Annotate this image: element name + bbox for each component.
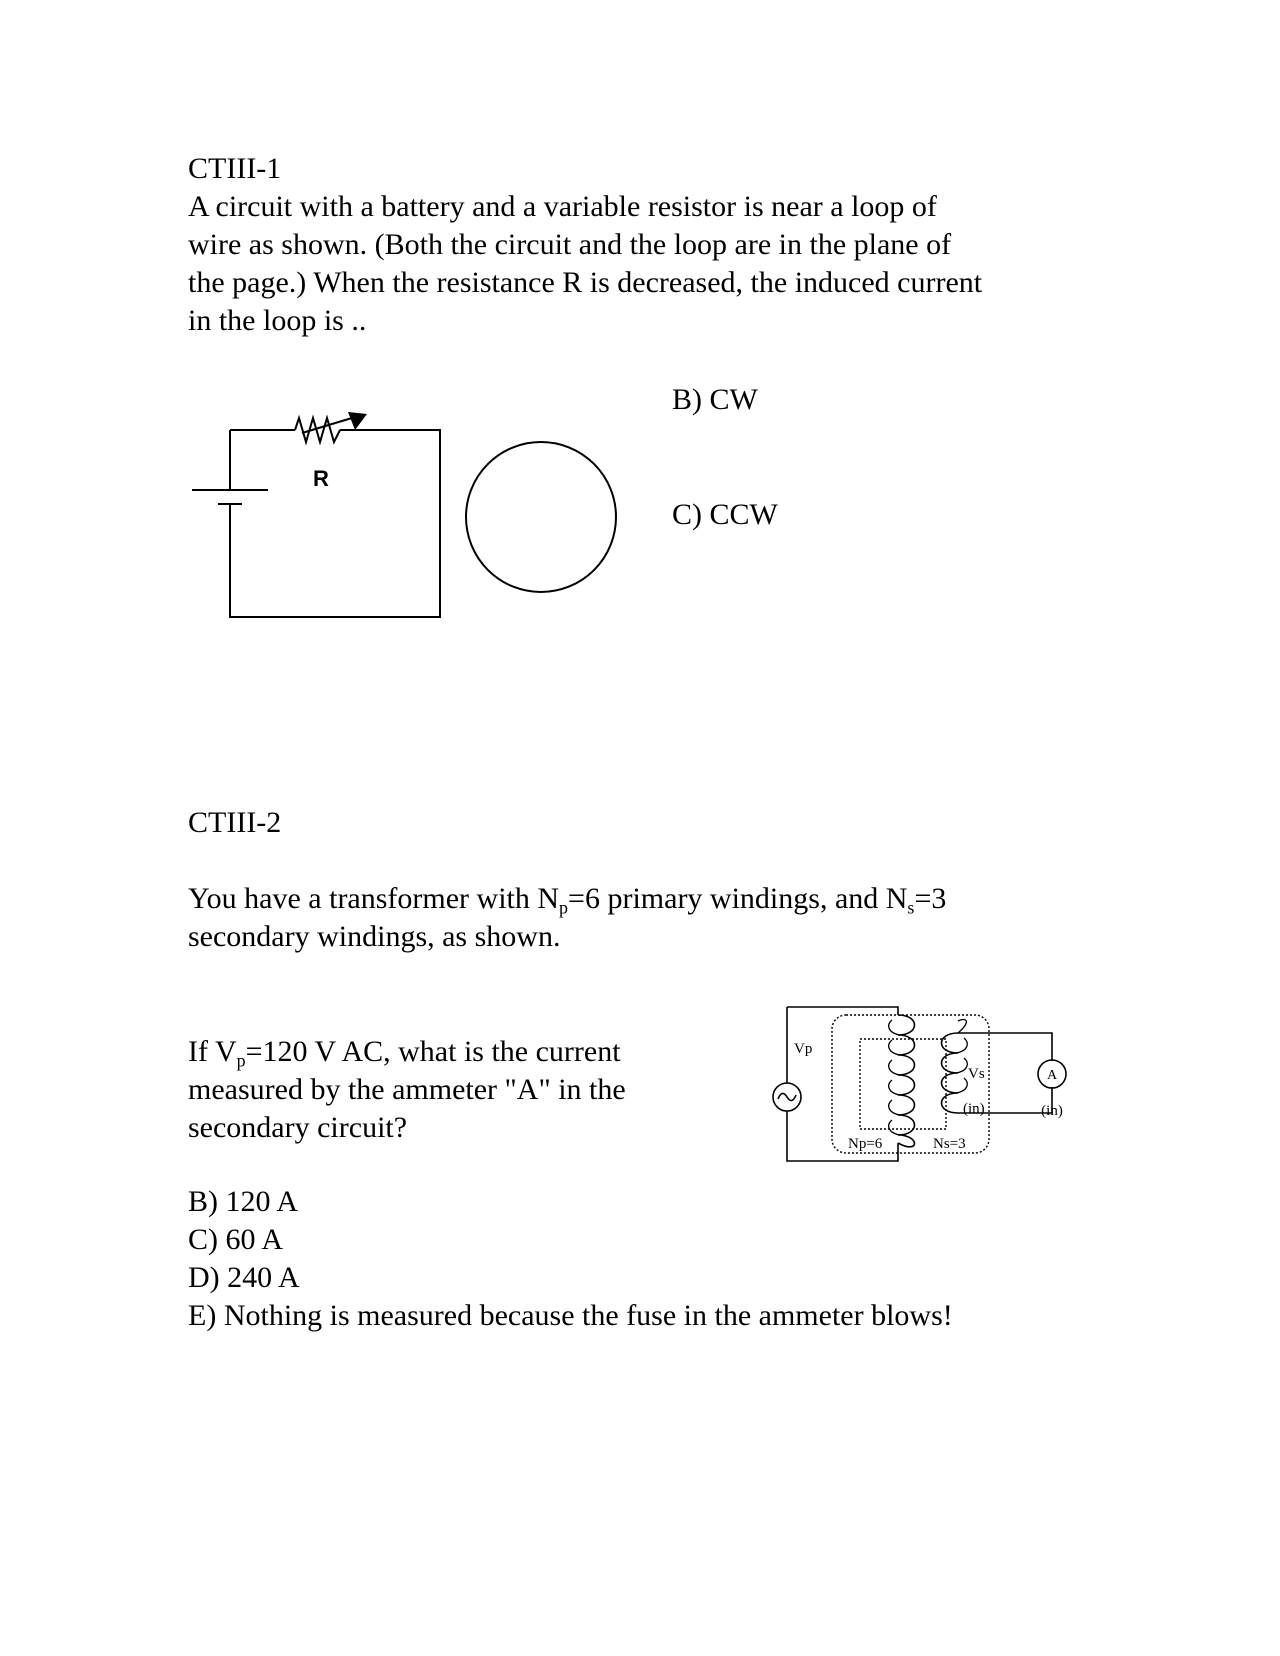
q1-option-b: B) CW — [672, 383, 758, 416]
q1-option-c: C) CCW — [672, 498, 778, 531]
q2-option-b: B) 120 A — [188, 1185, 299, 1218]
q1-text-line-2: wire as shown. (Both the circuit and the loop are in the plane of — [188, 228, 952, 261]
circuit-wire-loop — [230, 430, 440, 617]
secondary-coil-icon — [942, 1033, 959, 1113]
primary-coil-icon — [898, 1015, 915, 1147]
circuit-diagram — [180, 400, 630, 630]
q2-question-line-2: measured by the ammeter "A" in the — [188, 1073, 626, 1106]
np-label: Np=6 — [848, 1136, 883, 1152]
q1-text-line-1: A circuit with a battery and a variable resistor is near a loop of — [188, 190, 937, 223]
resistor-arrow-head-icon — [348, 412, 367, 430]
q2-option-d: D) 240 A — [188, 1261, 300, 1294]
wire-loop-circle — [466, 442, 616, 592]
primary-coil-turns — [889, 1020, 900, 1135]
transformer-diagram — [760, 995, 1090, 1170]
ns-label: Ns=3 — [933, 1136, 966, 1152]
variable-resistor-icon — [295, 418, 340, 442]
ac-sine-icon — [778, 1093, 796, 1100]
resistor-label: R — [313, 466, 329, 491]
secondary-coil-turns — [956, 1020, 967, 1094]
q2-option-c: C) 60 A — [188, 1223, 284, 1256]
primary-wire-top — [787, 1007, 898, 1015]
q2-option-e: E) Nothing is measured because the fuse in the ammeter blows! — [188, 1299, 953, 1332]
q2-intro-line-2: secondary windings, as shown. — [188, 920, 561, 953]
q2-title: CTIII-2 — [188, 806, 282, 839]
q1-text-line-4: in the loop is .. — [188, 304, 367, 337]
ammeter-in-label: (in) — [1041, 1103, 1063, 1119]
vs-label: Vs — [968, 1066, 985, 1082]
q1-text-line-3: the page.) When the resistance R is decreased, the induced current — [188, 266, 983, 299]
q1-title: CTIII-1 — [188, 152, 282, 185]
q2-question-line-1: If $V_p=120$ V AC, what is the current — [188, 1035, 621, 1071]
secondary-wire-top — [958, 1033, 1052, 1061]
vp-label: Vp — [794, 1041, 813, 1057]
q2-question-line-3: secondary circuit? — [188, 1111, 408, 1144]
secondary-in-label: (in) — [963, 1101, 985, 1117]
q2-intro-line-1: You have a transformer with $N_p=6$ primary windings, and $N_s=3$ — [188, 882, 947, 918]
ammeter-label: A — [1046, 1068, 1058, 1083]
